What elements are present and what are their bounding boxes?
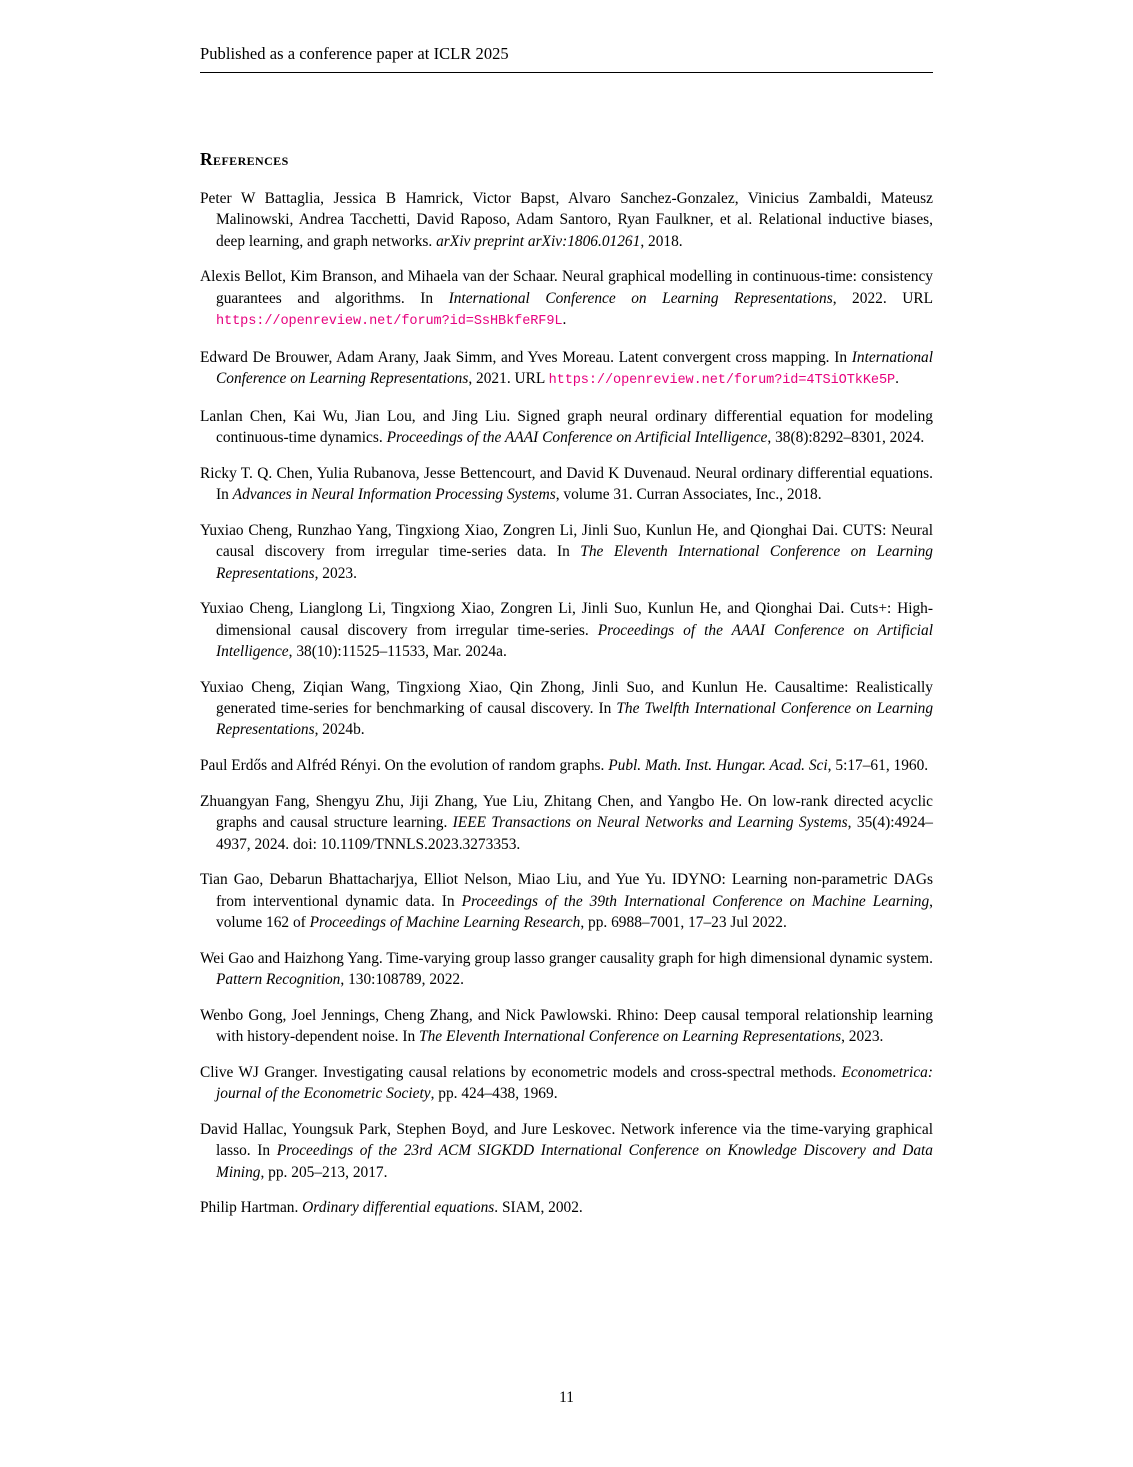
reference-text: Wenbo Gong, Joel Jennings, Cheng Zhang, and Nick Pawlowski. Rhino: Deep causal temporal relationship learning with history-dependent noise. In [200,1006,933,1046]
reference-text: Paul Erdős and Alfréd Rényi. On the evolution of random graphs. [200,757,609,775]
page-number: 11 [559,1389,574,1406]
reference-text: Peter W Battaglia, Jessica B Hamrick, Victor Bapst, Alvaro Sanchez-Gonzalez, Vinicius Zambaldi, Mateusz Malinowski, Andrea Tacchetti, David Raposo, Adam Santoro, Ryan Faulkner, et al. Relational inductive biases, deep learning, and graph networks. [200,190,933,250]
reference-title-italic: The Eleventh International Conference on Learning Representations [216,543,933,582]
reference-title-italic: International Conference on Learning Representations [216,348,933,388]
reference-text: , 2022. URL [832,289,933,307]
reference-title-italic: Econometrica: journal of the Econometric Society [216,1064,933,1103]
reference-text: , 2018. [640,232,683,250]
reference-text: , pp. 205–213, 2017. [260,1163,388,1181]
reference-text: , 35(4):4924–4937, 2024. doi: 10.1109/TNNLS.2023.3273353. [216,814,933,853]
reference-entry [200,1005,933,1048]
reference-title-italic: Proceedings of the 23rd ACM SIGKDD International Conference on Knowledge Discovery and Data Mining [216,1142,933,1181]
reference-text: , 130:108789, 2022. [340,971,464,989]
reference-url-link[interactable]: https://openreview.net/forum?id=4TSiOTkKe5P [548,373,896,389]
reference-title-italic: Proceedings of Machine Learning Research [309,914,581,932]
reference-text: Clive WJ Granger. Investigating causal relations by econometric models and cross-spectral methods. [200,1064,842,1081]
reference-text: Tian Gao, Debarun Bhattacharjya, Elliot Nelson, Miao Liu, and Yue Yu. IDYNO: Learning non-parametric DAGs from interventional dynamic data. In [200,871,933,910]
reference-text: Ricky T. Q. Chen, Yulia Rubanova, Jesse Bettencourt, and David K Duvenaud. Neural ordinary differential equations. In [200,464,933,504]
reference-title-italic: Ordinary differential equations [302,1199,495,1217]
reference-text: , 38(10):11525–11533, Mar. 2024a. [288,643,507,661]
reference-title-italic: IEEE Transactions on Neural Networks and Learning Systems [452,814,848,832]
reference-text: . [895,370,899,388]
reference-entry [200,406,933,449]
reference-title-italic: Proceedings of the AAAI Conference on Artificial Intelligence [386,429,768,447]
reference-text: , 2021. URL [468,370,549,388]
reference-title-italic: Proceedings of the AAAI Conference on Artificial Intelligence [216,621,934,661]
reference-entry [200,677,933,741]
reference-list [200,188,933,1219]
reference-entry [200,598,933,662]
reference-entry [200,791,933,855]
reference-text: Philip Hartman. [200,1199,303,1217]
reference-title-italic: The Eleventh International Conference on Learning Representations [419,1028,842,1046]
reference-entry [200,266,933,332]
reference-title-italic: The Twelfth International Conference on Learning Representations [216,700,934,739]
reference-text: , pp. 424–438, 1969. [430,1085,558,1103]
reference-text: . [562,310,567,328]
reference-entry [200,1197,933,1218]
reference-entry [200,520,933,584]
reference-entry [200,347,933,392]
reference-text: Lanlan Chen, Kai Wu, Jian Lou, and Jing Liu. Signed graph neural ordinary differential equation for modeling continuous-time dynamics. [200,407,933,447]
reference-title-italic: arXiv preprint arXiv:1806.01261 [436,232,641,250]
reference-text: Edward De Brouwer, Adam Arany, Jaak Simm, and Yves Moreau. Latent convergent cross mapping. In [200,348,852,366]
reference-entry [200,869,933,933]
reference-title-italic: Proceedings of the 39th International Conference on Machine Learning [461,892,930,910]
reference-entry [200,1062,933,1105]
reference-title-italic: Publ. Math. Inst. Hungar. Acad. Sci [608,757,828,775]
reference-text: Yuxiao Cheng, Runzhao Yang, Tingxiong Xiao, Zongren Li, Jinli Suo, Kunlun He, and Qionghai Dai. CUTS: Neural causal discovery from irregular time-series data. In [200,522,933,561]
reference-text: , 38(8):8292–8301, 2024. [767,429,925,447]
reference-entry [200,948,933,991]
reference-text: , 2024b. [314,721,365,739]
reference-url-link[interactable]: https://openreview.net/forum?id=SsHBkfeRF9L [216,313,563,329]
reference-text: , pp. 6988–7001, 17–23 Jul 2022. [580,914,787,932]
page-content [200,148,933,1219]
reference-entry [200,755,933,776]
reference-text: , 2023. [841,1028,884,1046]
reference-text: Yuxiao Cheng, Lianglong Li, Tingxiong Xiao, Zongren Li, Jinli Suo, Kunlun He, and Qionghai Dai. Cuts+: High-dimensional causal discovery from irregular time-series. [200,600,933,639]
reference-text: , volume 31. Curran Associates, Inc., 2018. [555,486,822,504]
references-heading: References [200,149,289,169]
reference-text: Wei Gao and Haizhong Yang. Time-varying group lasso granger causality graph for high dimensional dynamic system. [200,949,933,967]
running-header [200,44,933,64]
reference-text: Zhuangyan Fang, Shengyu Zhu, Jiji Zhang, Yue Liu, Zhitang Chen, and Yangbo He. On low-rank directed acyclic graphs and causal structure learning. [200,793,933,832]
reference-text: , 2023. [314,564,357,582]
header-rule [200,72,933,73]
reference-entry [200,463,933,506]
reference-text: . SIAM, 2002. [494,1199,583,1217]
reference-title-italic: Pattern Recognition [216,971,341,989]
reference-entry [200,1119,933,1183]
reference-title-italic: International Conference on Learning Representations [448,289,833,307]
reference-text: Yuxiao Cheng, Ziqian Wang, Tingxiong Xiao, Qin Zhong, Jinli Suo, and Kunlun He. Causaltime: Realistically generated time-series for benchmarking of causal discovery. In [200,678,933,718]
reference-title-italic: Advances in Neural Information Processing Systems [232,486,556,504]
running-header-text: Published as a conference paper at ICLR 2025 [200,44,509,63]
reference-entry [200,188,933,252]
reference-text: David Hallac, Youngsuk Park, Stephen Boyd, and Jure Leskovec. Network inference via the time-varying graphical lasso. In [200,1121,933,1160]
reference-text: , 5:17–61, 1960. [827,757,929,775]
reference-text: Alexis Bellot, Kim Branson, and Mihaela van der Schaar. Neural graphical modelling in continuous-time: consistency guarantees and algorithms. In [200,268,933,307]
reference-text: , volume 162 of [216,892,933,932]
